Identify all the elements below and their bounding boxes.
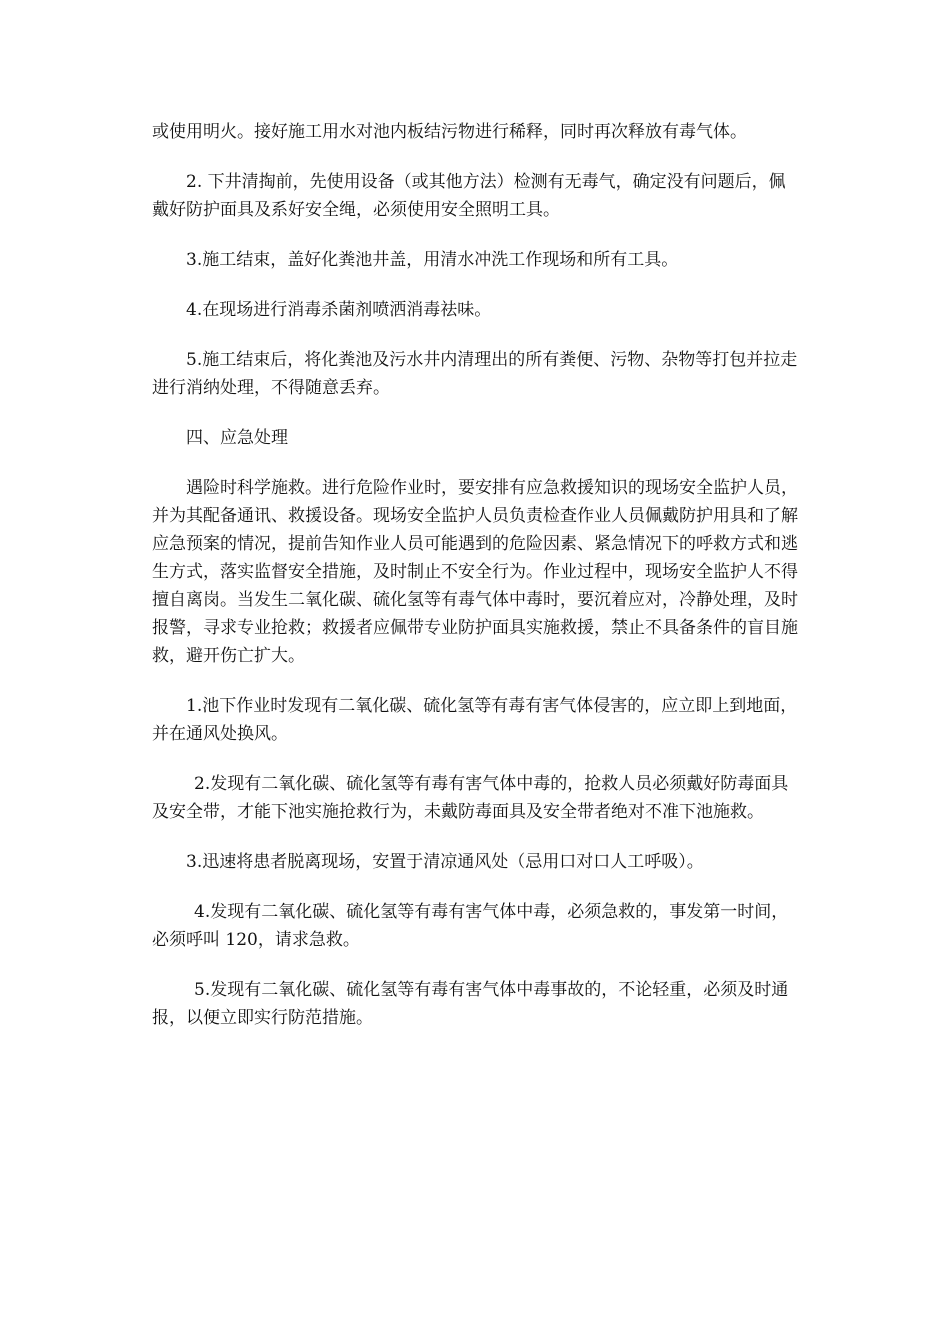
- paragraph-step-5: 5.施工结束后，将化粪池及污水井内清理出的所有粪便、污物、杂物等打包并拉走进行消纳处理，不得随意丢弃。: [152, 350, 798, 398]
- paragraph-emergency-1: 1.池下作业时发现有二氧化碳、硫化氢等有毒有害气体侵害的，应立即上到地面，并在通风处换风。: [152, 696, 798, 744]
- section-heading-emergency: 四、应急处理: [186, 428, 288, 448]
- paragraph-step-4: 4.在现场进行消毒杀菌剂喷洒消毒祛味。: [186, 300, 492, 320]
- paragraph-step-3: 3.施工结束，盖好化粪池井盖，用清水冲洗工作现场和所有工具。: [186, 250, 679, 270]
- paragraph-step-2: 2. 下井清掏前，先使用设备（或其他方法）检测有无毒气，确定没有问题后，佩戴好防护面具及系好安全绳，必须使用安全照明工具。: [152, 172, 786, 220]
- paragraph-emergency-5: 5.发现有二氧化碳、硫化氢等有毒有害气体中毒事故的，不论轻重，必须及时通报，以便立即实行防范措施。: [152, 980, 789, 1028]
- document-body: [152, 118, 802, 1054]
- paragraph-continuation: 或使用明火。接好施工用水对池内板结污物进行稀释，同时再次释放有毒气体。: [152, 122, 747, 142]
- paragraph-emergency-4: 4.发现有二氧化碳、硫化氢等有毒有害气体中毒，必须急救的，事发第一时间，必须呼叫 120，请求急救。: [152, 902, 789, 950]
- paragraph-emergency-intro: 遇险时科学施救。进行危险作业时，要安排有应急救援知识的现场安全监护人员，并为其配备通讯、救援设备。现场安全监护人员负责检查作业人员佩戴防护用具和了解应急预案的情况，提前告知作业人员可能遇到的危险因素、紧急情况下的呼救方式和逃生方式，落实监督安全措施，及时制止不安全行为。作业过程中，现场安全监护人不得擅自离岗。当发生二氧化碳、硫化氢等有毒气体中毒时，要沉着应对，冷静处理，及时报警，寻求专业抢救；救援者应佩带专业防护面具实施救援，禁止不具备条件的盲目施救，避开伤亡扩大。: [152, 478, 798, 666]
- paragraph-emergency-3: 3.迅速将患者脱离现场，安置于清凉通风处（忌用口对口人工呼吸）。: [186, 852, 704, 872]
- paragraph-emergency-2: 2.发现有二氧化碳、硫化氢等有毒有害气体中毒的，抢救人员必须戴好防毒面具及安全带，才能下池实施抢救行为，未戴防毒面具及安全带者绝对不准下池施救。: [152, 774, 789, 822]
